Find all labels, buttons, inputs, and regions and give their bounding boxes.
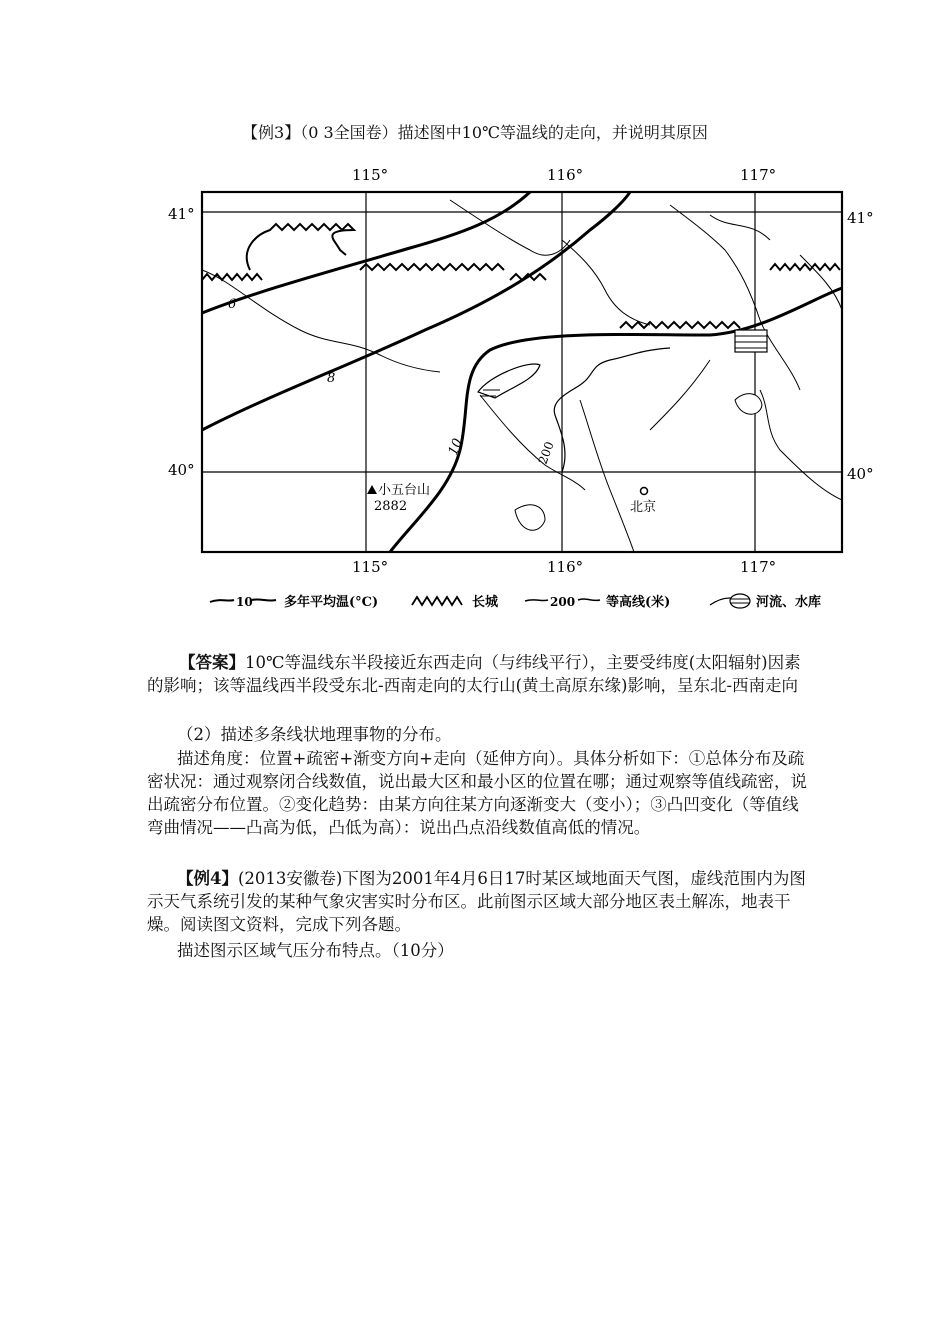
- example4-label: 【例4】: [177, 869, 238, 888]
- legend-contour-sample: 200: [550, 595, 576, 609]
- section2-heading: （2）描述多条线状地理事物的分布。: [177, 725, 452, 744]
- peak-elevation: 2882: [374, 499, 408, 514]
- lon-label-117-top: 117°: [740, 166, 777, 184]
- isotherm-map: [150, 160, 874, 620]
- answer-paragraph: [147, 651, 807, 697]
- city-name: 北京: [630, 500, 657, 515]
- city-marker: [641, 488, 648, 495]
- example4-question: 描述图示区域气压分布特点。（10分）: [177, 941, 454, 960]
- example4-text: (2013安徽卷)下图为2001年4月6日17时某区域地面天气图，虚线范围内为图示天气系统引发的某种气象灾害实时分布区。此前图示区域大部分地区表土解冻，地表干燥。阅读图文资料，完成下列各题。: [147, 869, 806, 934]
- map-legend: [210, 594, 821, 610]
- example3-title: 【例3】（0 3全国卷）描述图中10℃等温线的走向，并说明其原因: [242, 123, 708, 142]
- legend-great-wall: 长城: [472, 595, 499, 610]
- lat-label-41-right: 41°: [847, 209, 874, 227]
- answer-text: 10℃等温线东半段接近东西走向（与纬线平行），主要受纬度(太阳辐射)因素的影响；该等温线西半段受东北-西南走向的太行山(黄土高原东缘)影响，呈东北-西南走向: [147, 653, 801, 695]
- isotherm-label-6: 6: [228, 297, 237, 312]
- contour-200: [554, 348, 670, 472]
- legend-isotherm-sample: 10: [236, 595, 253, 609]
- answer-label: 【答案】: [179, 653, 245, 672]
- lat-label-40-left: 40°: [168, 461, 195, 479]
- legend-river: 河流、水库: [756, 595, 822, 610]
- reservoirs: [478, 330, 767, 530]
- lon-label-116-bottom: 116°: [547, 558, 584, 576]
- legend-contour: 等高线(米): [606, 595, 671, 610]
- peak-marker: [367, 485, 377, 494]
- isotherm-label-10: 10: [445, 436, 466, 458]
- example4-paragraph: [147, 867, 807, 936]
- great-wall: [202, 224, 840, 328]
- peak-name: 小五台山: [378, 483, 431, 498]
- contour-label-200: 200: [535, 439, 557, 467]
- lon-label-117-bottom: 117°: [740, 558, 777, 576]
- lat-label-40-right: 40°: [847, 465, 874, 483]
- lon-label-115-top: 115°: [352, 166, 389, 184]
- lon-label-115-bottom: 115°: [352, 558, 389, 576]
- lat-label-41-left: 41°: [168, 205, 195, 223]
- section2-body: 描述角度：位置+疏密+渐变方向+走向（延伸方向）。具体分析如下：①总体分布及疏密状况：通过观察闭合线数值，说出最大区和最小区的位置在哪；通过观察等值线疏密，说出疏密分布位置。②变化趋势：由某方向往某方向逐渐变大（变小）；③凸凹变化（等值线弯曲情况——凸高为低，凸低为高）：说出凸点沿线数值高低的情况。: [147, 749, 807, 837]
- isotherm-10: [390, 288, 842, 552]
- lon-label-116-top: 116°: [547, 166, 584, 184]
- legend-isotherm: 多年平均温(°C): [284, 595, 379, 610]
- isotherm-label-8: 8: [327, 371, 336, 386]
